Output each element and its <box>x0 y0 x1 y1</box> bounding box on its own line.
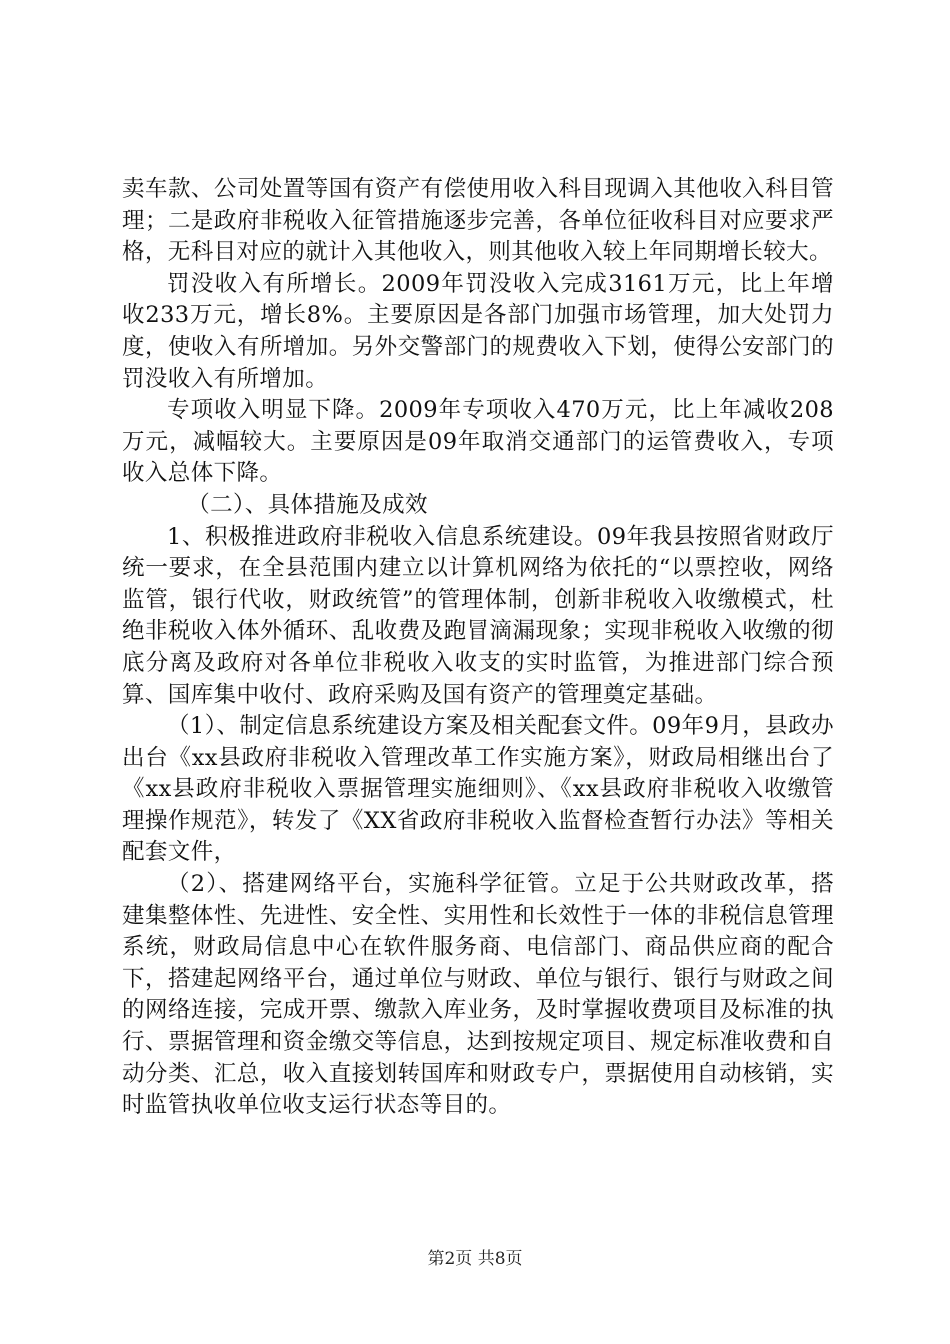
paragraph-info-system: 1、积极推进政府非税收入信息系统建设。09年我县按照省财政厅统一要求，在全县范围内建立以计算机网络为依托的“以票控收，网络监管，银行代收，财政统管”的管理体制，创新非税收入收缴模式，杜绝非税收入体外循环、乱收费及跑冒滴漏现象；实现非税收入收缴的彻底分离及政府对各单位非税收入收支的实时监管，为推进部门综合预算、国库集中收付、政府采购及国有资产的管理奠定基础。 <box>122 523 834 708</box>
paragraph-continuation: 卖车款、公司处置等国有资产有偿使用收入科目现调入其他收入科目管理；二是政府非税收入征管措施逐步完善，各单位征收科目对应要求严格，无科目对应的就计入其他收入，则其他收入较上年同期增长较大。 <box>122 176 834 266</box>
paragraph-plan-documents: （1）、制定信息系统建设方案及相关配套文件。09年9月，县政办出台《xx县政府非税收入管理改革工作实施方案》，财政局相继出台了《xx县政府非税收入票据管理实施细则》、《xx县政府非税收入收缴管理操作规范》，转发了《XX省政府非税收入监督检查暂行办法》等相关配套文件， <box>122 713 834 866</box>
document-body <box>122 174 834 1122</box>
section-heading-measures: （二）、具体措施及成效 <box>187 491 428 518</box>
paragraph-network-platform: （2）、搭建网络平台，实施科学征管。立足于公共财政改革，搭建集整体性、先进性、安全性、实用性和长效性于一体的非税信息管理系统，财政局信息中心在软件服务商、电信部门、商品供应商的配合下，搭建起网络平台，通过单位与财政、单位与银行、银行与财政之间的网络连接，完成开票、缴款入库业务，及时掌握收费项目及标准的执行、票据管理和资金缴交等信息，达到按规定项目、规定标准收费和自动分类、汇总，收入直接划转国库和财政专户，票据使用自动核销，实时监管执收单位收支运行状态等目的。 <box>122 871 834 1119</box>
paragraph-penalty-income: 罚没收入有所增长。2009年罚没收入完成3161万元，比上年增收233万元，增长8%。主要原因是各部门加强市场管理，加大处罚力度，使收入有所增加。另外交警部门的规费收入下划，使得公安部门的罚没收入有所增加。 <box>122 270 834 392</box>
paragraph-special-income: 专项收入明显下降。2009年专项收入470万元，比上年减收208万元，减幅较大。主要原因是09年取消交通部门的运管费收入，专项收入总体下降。 <box>122 397 834 487</box>
page-number-footer: 第2页 共8页 <box>427 1249 523 1269</box>
